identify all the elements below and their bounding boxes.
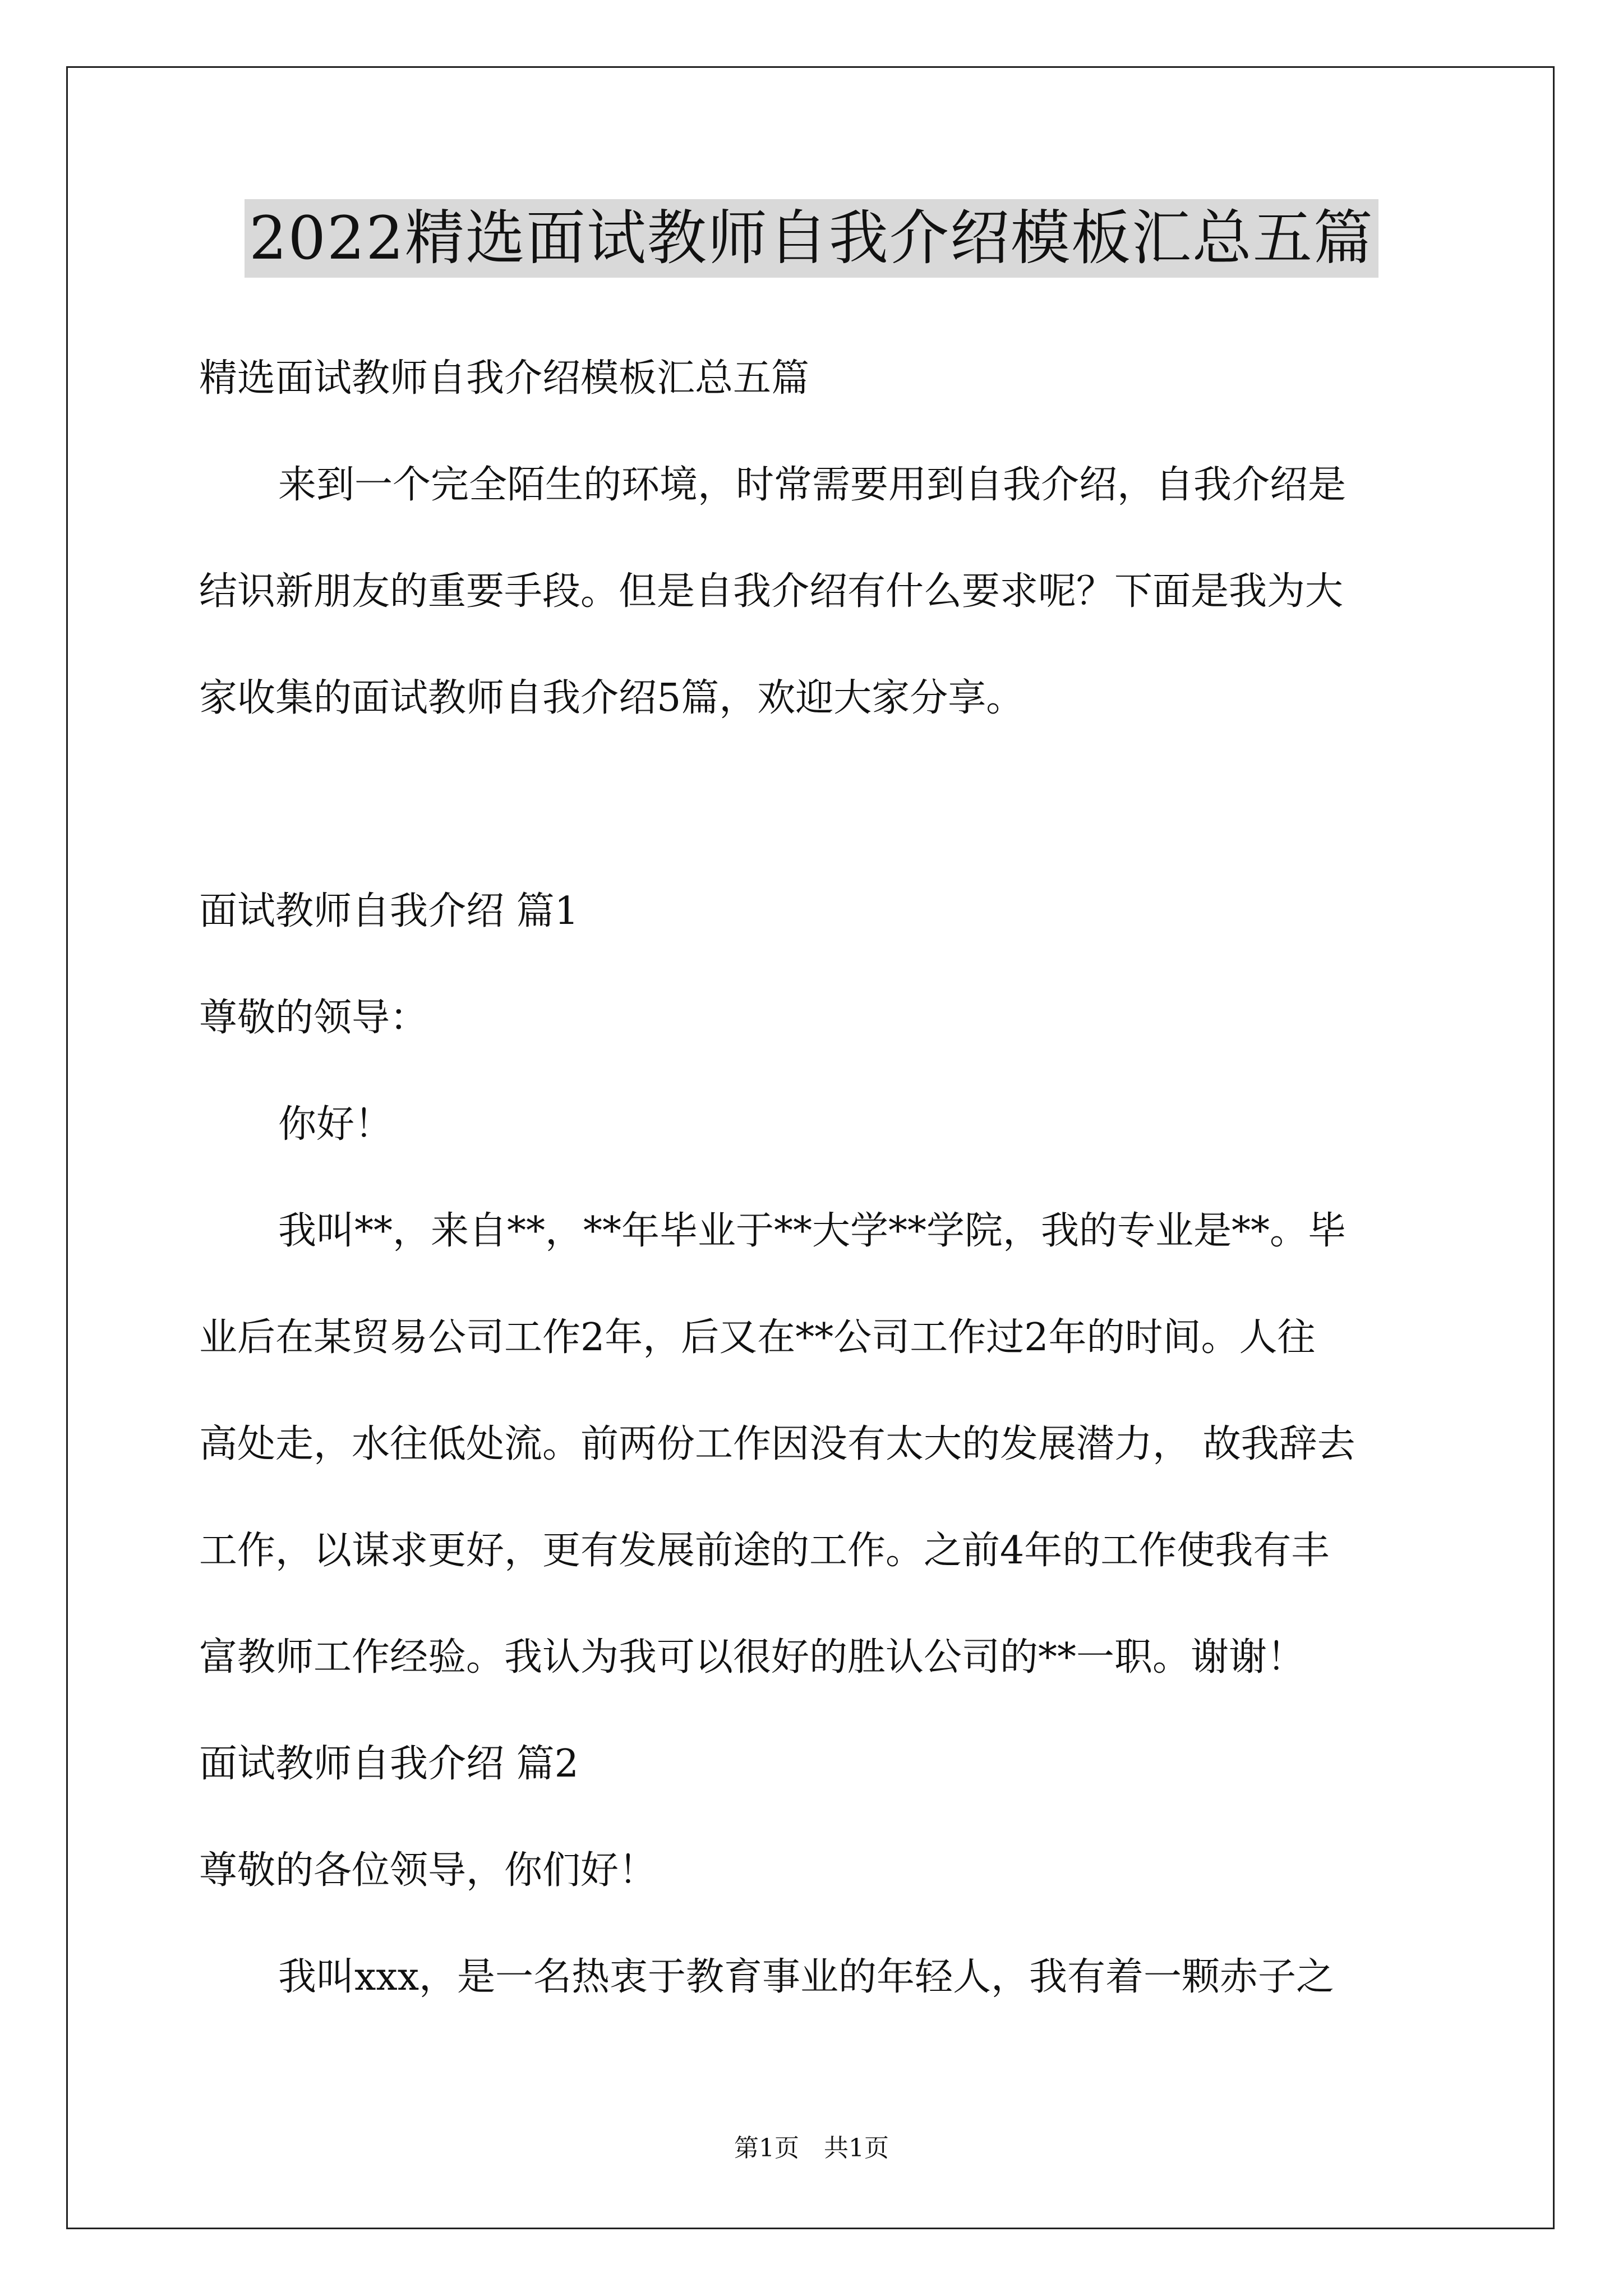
intro-line-1: 来到一个完全陌生的环境，时常需要用到自我介绍，自我介绍是 (278, 463, 1347, 507)
body-line-3: 高处走，水往低处流。前两份工作因没有太大的发展潜力， 故我辞去 (199, 1422, 1355, 1466)
body-line-2: 业后在某贸易公司工作2年，后又在**公司工作过2年的时间。人往 (199, 1315, 1316, 1360)
section-heading-1: 面试教师自我介绍 篇1 (199, 889, 579, 933)
body-line-5: 富教师工作经验。我认为我可以很好的胜认公司的**一职。谢谢！ (199, 1635, 1306, 1680)
salutation-1: 尊敬的领导： (199, 996, 428, 1040)
body-line-1: 我叫**，来自**，**年毕业于**大学**学院，我的专业是**。毕 (278, 1209, 1347, 1253)
section-heading-2: 面试教师自我介绍 篇2 (199, 1742, 579, 1786)
intro-line-2: 结识新朋友的重要手段。但是自我介绍有什么要求呢？下面是我为大 (199, 569, 1344, 614)
body-line-4: 工作，以谋求更好，更有发展前途的工作。之前4年的工作使我有丰 (199, 1529, 1330, 1573)
salutation-2: 尊敬的各位领导，你们好！ (199, 1848, 657, 1893)
subtitle-line: 精选面试教师自我介绍模板汇总五篇 (199, 356, 810, 401)
greeting-1: 你好！ (278, 1102, 393, 1147)
intro-line-3: 家收集的面试教师自我介绍5篇，欢迎大家分享。 (199, 676, 1025, 720)
page-footer: 第1页 共1页 (734, 2134, 889, 2162)
document-title: 2022精选面试教师自我介绍模板汇总五篇 (245, 199, 1378, 278)
title-container (0, 199, 1623, 278)
body-line-6: 我叫xxx，是一名热衷于教育事业的年轻人，我有着一颗赤子之 (278, 1955, 1335, 1999)
